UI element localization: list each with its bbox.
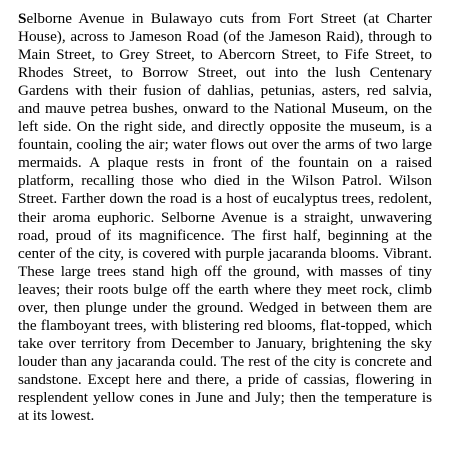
paragraph-text: elborne Avenue in Bulawayo cuts from Fort Street (at Charter House), across to Jameson Road (of the Jameson Raid), through to Main Street, to Grey Street, to Abercorn Street, to Fife Street, to Rhodes Street, to Borrow Street, out into the lush Centenary Gardens with their fusion of dahlias, petunias, asters, red salvia, and mauve petrea bushes, onward to the National Museum, on the left side. On the right side, and directly opposite the museum, is a fountain, cooling the air; water flows out over the arms of two large mermaids. A plaque rests in front of the fountain on a raised platform, recalling those who died in the Wilson Patrol. Wilson Street. Farther down the road is a host of eucalyptus trees, redolent, their aroma euphoric. Selborne Avenue is a straight, unwavering road, proud of its magnificence. The first half, beginning at the center of the city, is covered with purple jacaranda blooms. Vibrant. These large trees stand high off the ground, with masses of tiny leaves; their roots bulge off the earth where they meet rock, climb over, then plunge under the ground. Wedged in between them are the flamboyant trees, with blistering red blooms, flat-topped, which take over territory from December to January, brightening the sky louder than any jacaranda could. The rest of the city is concrete and sandstone. Except here and there, a pride of cassias, flowering in resplendent yellow cones in June and July; then the temperature is at its lowest. bbox=[18, 10, 432, 425]
drop-letter: S bbox=[18, 10, 27, 27]
document-page bbox=[18, 10, 432, 425]
body-paragraph bbox=[18, 10, 432, 425]
